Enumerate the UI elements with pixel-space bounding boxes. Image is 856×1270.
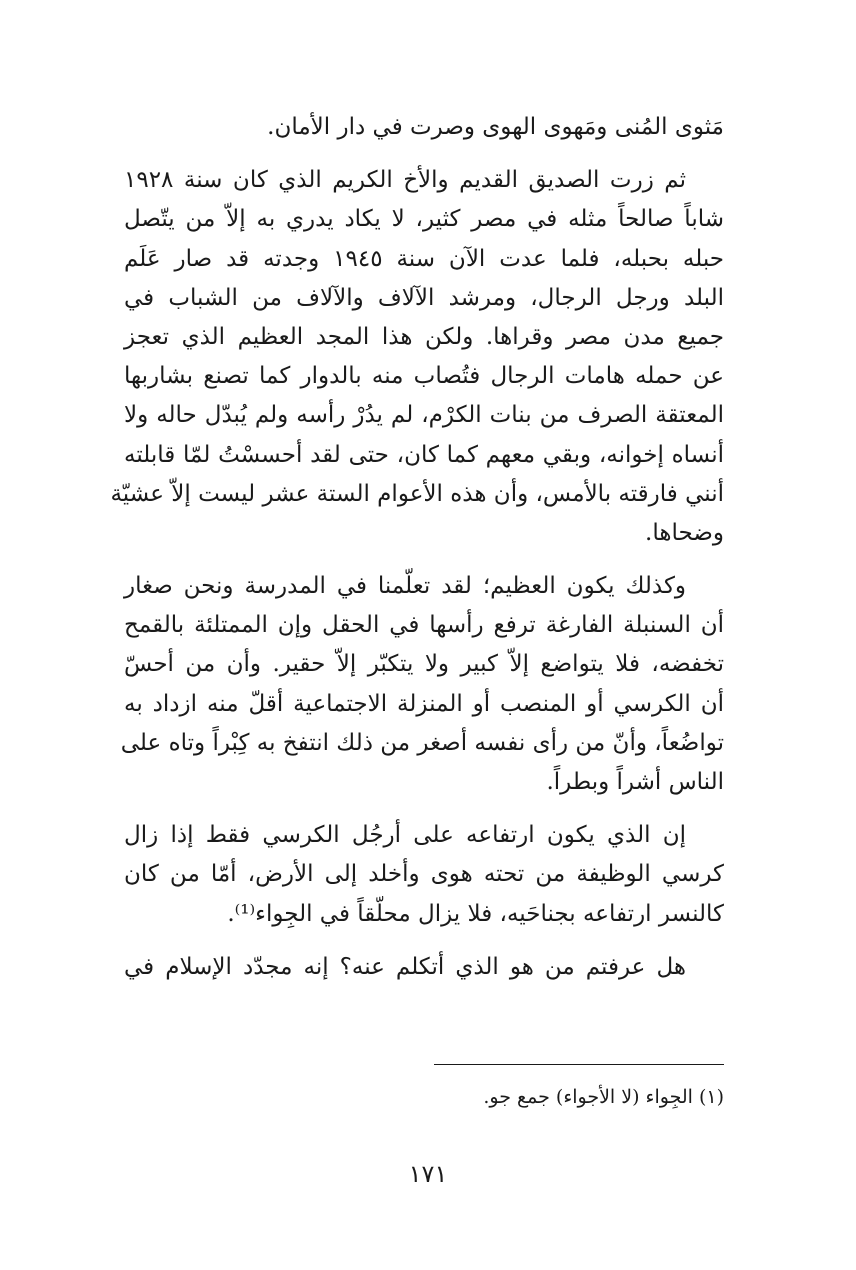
paragraph-gap: [124, 553, 724, 567]
book-page-body: [110, 108, 724, 987]
paragraph: [110, 161, 724, 553]
text-line: أنني فارقته بالأمس، وأن هذه الأعوام الستة عشر ليست إلاّ عشيّة: [110, 480, 724, 507]
text-line: المعتقة الصرف من بنات الكرْم، لم يدُرْ رأسه ولم يُبدّل حاله ولا: [124, 402, 724, 429]
paragraph-gap: [124, 802, 724, 816]
footnote-separator: [434, 1064, 724, 1065]
text-line: إن الذي يكون ارتفاعه على أرجُل الكرسي فقط إذا زال: [124, 822, 686, 849]
text-line: هل عرفتم من هو الذي أتكلم عنه؟ إنه مجدّد الإسلام في: [124, 953, 686, 980]
text-line: أنساه إخوانه، وبقي معهم كما كان، حتى لقد أحسسْتُ لمّا قابلته: [124, 441, 724, 468]
text-line: أن السنبلة الفارغة ترفع رأسها في الحقل وإن الممتلئة بالقمح: [124, 612, 724, 639]
paragraph-gap: [124, 147, 724, 161]
text-line: مَثوى المُنى ومَهوى الهوى وصرت في دار الأمان.: [267, 114, 724, 140]
paragraph: [124, 948, 724, 987]
text-line: البلد ورجل الرجال، ومرشد الآلاف والآلاف من الشباب في: [124, 284, 724, 311]
footnote: (١) الجِواء (لا الأجواء) جمع جو.: [483, 1086, 724, 1108]
text-line: عن حمله هامات الرجال فتُصاب منه بالدوار كما تصنع بشاربها: [124, 363, 724, 390]
paragraph-gap: [124, 934, 724, 948]
paragraph: [124, 816, 724, 934]
text-line: شاباً صالحاً مثله في مصر كثير، لا يكاد يدري به إلاّ من يتّصل: [124, 206, 724, 233]
text-line: وكذلك يكون العظيم؛ لقد تعلّمنا في المدرسة ونحن صغار: [124, 573, 686, 600]
text-line: تخفضه، فلا يتواضع إلاّ كبير ولا يتكبّر إلاّ حقير. وأن من أحسّ: [124, 651, 724, 678]
text-line: كالنسر ارتفاعه بجناحَيه، فلا يزال محلّقاً في الجِواء⁽¹⁾.: [227, 900, 724, 927]
text-line: جميع مدن مصر وقراها. ولكن هذا المجد العظيم الذي تعجز: [124, 323, 724, 350]
page-number: ١٧١: [408, 1160, 448, 1188]
text-line: تواضُعاً، وأنّ من رأى نفسه أصغر من ذلك انتفخ به كِبْراً وتاه على: [120, 729, 724, 756]
paragraph: [120, 567, 724, 802]
text-line: أن الكرسي أو المنصب أو المنزلة الاجتماعية أقلّ منه ازداد به: [124, 690, 724, 717]
text-line: حبله بحبله، فلما عدت الآن سنة ١٩٤٥ وجدته قد صار عَلَم: [124, 245, 724, 272]
text-line: الناس أشراً وبطراً.: [546, 769, 724, 795]
text-line: ثم زرت الصديق القديم والأخ الكريم الذي كان سنة ١٩٢٨: [124, 167, 686, 194]
text-line: كرسي الوظيفة من تحته هوى وأخلد إلى الأرض، أمّا من كان: [124, 861, 724, 888]
paragraph: [124, 108, 724, 147]
text-line: وضحاها.: [645, 519, 724, 546]
